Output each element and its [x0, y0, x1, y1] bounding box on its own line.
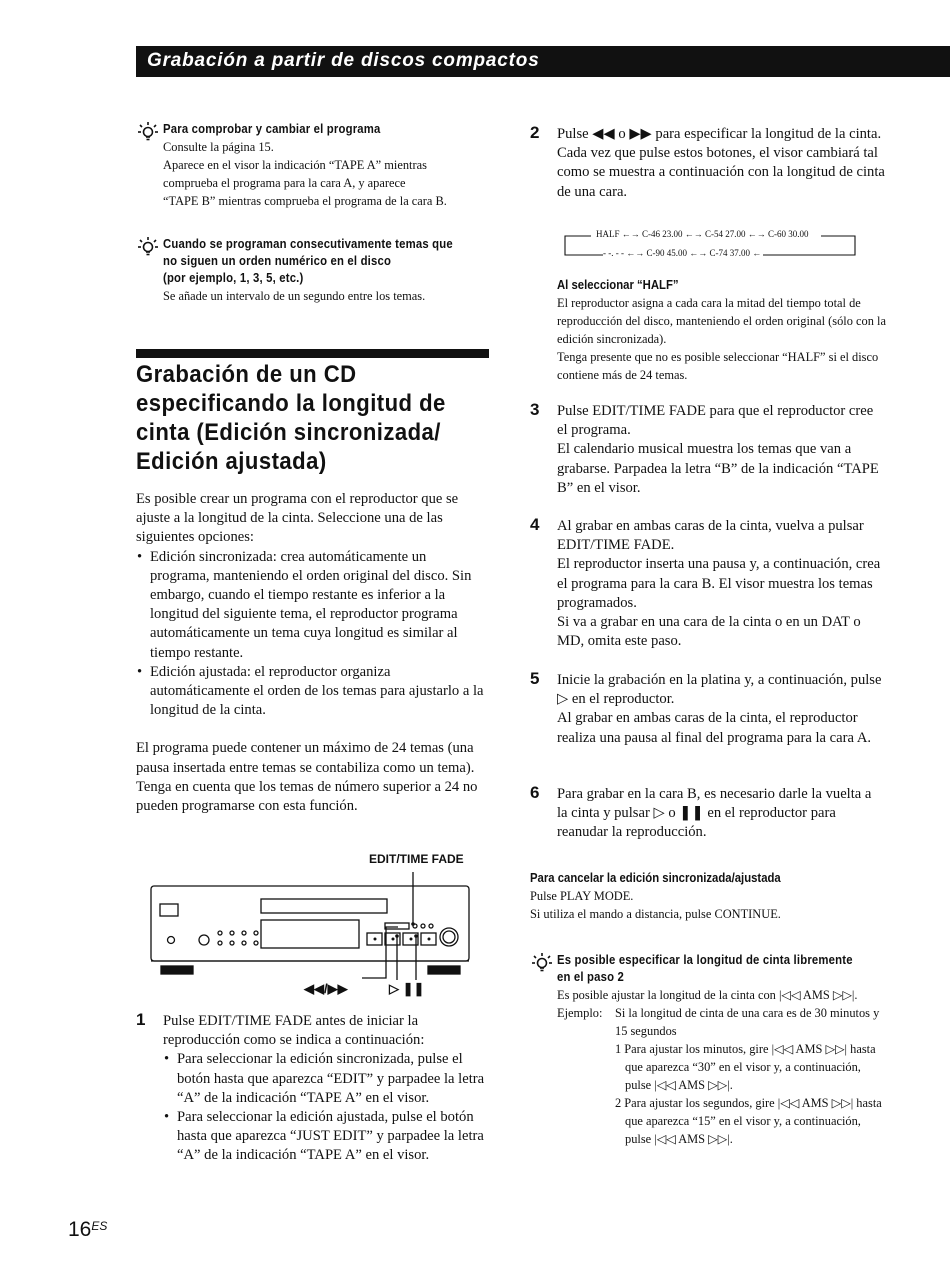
cancel-note: [530, 870, 885, 923]
tip-title: Para comprobar y cambiar el programa: [163, 122, 381, 136]
half-note-title: Al seleccionar “HALF”: [557, 278, 679, 292]
step-number: 6: [530, 783, 540, 802]
section-header-bar: [136, 46, 950, 77]
example-block: [557, 1004, 882, 1148]
step-line: El calendario musical muestra los temas que van a grabarse. Parpadea la letra “B” de la indicación “TAPE B” en el visor.: [557, 441, 879, 496]
step-5: [530, 671, 885, 748]
step-bullet: • Para seleccionar la edición sincronizada, pulse el botón hasta que aparezca “EDIT” y parpadee la letra “A” de la indicación “TAPE A” en el visor.: [177, 1050, 496, 1108]
step-line: El reproductor inserta una pausa y, a continuación, crea el programa para la cara B. El visor muestra los temas programados.: [557, 556, 881, 611]
tip-title-line: (por ejemplo, 1, 3, 5, etc.): [163, 271, 304, 285]
tip-title-line: no siguen un orden numérico en el disco: [163, 254, 392, 268]
step-6: [530, 785, 885, 843]
note-paragraph: Tenga en cuenta que los temas de número superior a 24 no pueden programarse con esta función.: [136, 778, 478, 815]
step-number: 4: [530, 515, 540, 534]
example-substep: 2 Para ajustar los segundos, gire |◁◁ AMS ▷▷| hasta que aparezca “15” en el visor y, a continuación, pulse |◁◁ AMS ▷▷|.: [615, 1096, 882, 1146]
step-number: 1: [136, 1010, 146, 1029]
half-note-body: El reproductor asigna a cada cara la mitad del tiempo total de reproducción del disco, manteniendo el orden original (sólo con la edición sincronizada).: [557, 296, 886, 346]
tip-body: Se añade un intervalo de un segundo entre los temas.: [163, 289, 426, 303]
cd-player-illustration: [146, 866, 476, 996]
step-line: Al grabar en ambas caras de la cinta, vuelva a pulsar EDIT/TIME FADE.: [557, 518, 864, 554]
cycle-row-2: - -. - - ←→ C-90 45.00 ←→ C-74 37.00 ←: [603, 248, 762, 258]
step-number: 2: [530, 123, 540, 142]
intro-paragraph: Es posible crear un programa con el reproductor que se ajuste a la longitud de la cinta. Seleccione una de las siguientes opciones:: [136, 491, 459, 546]
section-header-title: Grabación a partir de discos compactos: [147, 50, 540, 71]
lightbulb-icon: [530, 952, 552, 974]
page-number-value: 16: [68, 1218, 92, 1241]
tip-nonconsecutive: [136, 236, 496, 305]
page-number-suffix: ES: [91, 1219, 108, 1233]
section-rule: [136, 349, 489, 358]
section-title-line: Grabación de un CD: [136, 361, 357, 388]
page-number: [68, 1218, 107, 1242]
cycle-row-1: HALF ←→ C-46 23.00 ←→ C-54 27.00 ←→ C-60 30.00: [596, 229, 809, 239]
step-line: Para grabar en la cara B, es necesario darle la vuelta a la cinta y pulsar ▷ o ❚❚ en el reproductor para reanudar la reproducción.: [557, 786, 872, 841]
step-line: Si va a grabar en una cara de la cinta o en un DAT o MD, omita este paso.: [557, 614, 861, 650]
example-text: Si la longitud de cinta de una cara es de 30 minutos y 15 segundos: [615, 1006, 880, 1038]
example-label: Ejemplo:: [557, 1006, 603, 1020]
lightbulb-icon: [136, 236, 158, 258]
tip-line: Consulte la página 15.: [163, 140, 274, 154]
section-title: [136, 360, 467, 476]
step-line: Al grabar en ambas caras de la cinta, el reproductor realiza una pausa al final del programa para la cara A.: [557, 710, 872, 746]
tip-line: comprueba el programa para la cara A, y aparece: [163, 176, 406, 190]
tip-title-line: Cuando se programan consecutivamente temas que: [163, 237, 453, 251]
section-intro: [136, 490, 489, 816]
step-bullets: [163, 1050, 496, 1165]
cancel-title: Para cancelar la edición sincronizada/ajustada: [530, 871, 781, 885]
step-1: [136, 1012, 496, 1166]
half-note-body-2: Tenga presente que no es posible seleccionar “HALF” si el disco contiene más de 24 temas.: [557, 350, 879, 382]
figure-label-play-pause: ▷ ❚❚: [389, 981, 425, 996]
tip-free-length: [530, 952, 890, 1148]
tip-line: “TAPE B” mientras comprueba el programa de la cara B.: [163, 194, 447, 208]
tape-length-cycle-diagram: [563, 229, 858, 262]
step-number: 3: [530, 400, 540, 419]
tip-check-program: [136, 121, 496, 210]
cancel-line: Pulse PLAY MODE.: [530, 889, 634, 903]
step-4: [530, 517, 885, 651]
section-title-line: especificando la longitud de: [136, 390, 446, 417]
option-item: • Edición ajustada: el reproductor organiza automáticamente el orden de los temas para ajustarlo a la longitud de la cinta.: [150, 663, 489, 721]
example-substep: 1 Para ajustar los minutos, gire |◁◁ AMS ▷▷| hasta que aparezca “30” en el visor y, a continuación, pulse |◁◁ AMS ▷▷|.: [615, 1042, 876, 1092]
lightbulb-icon: [136, 121, 158, 143]
step-number: 5: [530, 669, 540, 688]
step-line: Pulse EDIT/TIME FADE para que el reproductor cree el programa.: [557, 403, 874, 439]
tip-title-line: Es posible especificar la longitud de cinta libremente: [557, 953, 853, 967]
step-line: Cada vez que pulse estos botones, el visor cambiará tal como se muestra a continuación con la longitud de cinta de una cara.: [557, 145, 885, 200]
section-title-line: Edición ajustada): [136, 448, 327, 475]
section-title-line: cinta (Edición sincronizada/: [136, 419, 441, 446]
option-item: • Edición sincronizada: crea automáticamente un programa, manteniendo el orden original del disco. Sin embargo, cuando el tiempo restante es inferior a la longitud del siguiente tema, el reproductor programa automáticamente un tema cuya longitud es similar al tiempo restante.: [150, 548, 489, 663]
figure-label-skip: ◀◀/▶▶: [304, 981, 348, 996]
max-tracks-paragraph: El programa puede contener un máximo de 24 temas (una pausa insertada entre temas se contabiliza como un tema).: [136, 740, 475, 776]
step-line: Inicie la grabación en la platina y, a continuación, pulse ▷ en el reproductor.: [557, 672, 882, 708]
figure-label-edit-time-fade: EDIT/TIME FADE: [369, 852, 464, 866]
step-line: Pulse ◀◀ o ▶▶ para especificar la longitud de la cinta.: [557, 126, 882, 142]
tip-title-line: en el paso 2: [557, 970, 625, 984]
tip-body: Es posible ajustar la longitud de la cinta con |◁◁ AMS ▷▷|.: [557, 988, 858, 1002]
tip-line: Aparece en el visor la indicación “TAPE A” mientras: [163, 158, 427, 172]
step-2: [530, 125, 885, 202]
tip-body: [163, 138, 496, 210]
option-list: [136, 548, 489, 721]
step-text: Pulse EDIT/TIME FADE antes de iniciar la reproducción como se indica a continuación:: [163, 1013, 425, 1049]
step-bullet: • Para seleccionar la edición ajustada, pulse el botón hasta que aparezca “JUST EDIT” y parpadee la letra “A” de la indicación “TAPE A” en el visor.: [177, 1108, 496, 1166]
step-3: [530, 402, 885, 498]
half-note: [557, 277, 887, 384]
cancel-line: Si utiliza el mando a distancia, pulse CONTINUE.: [530, 907, 781, 921]
